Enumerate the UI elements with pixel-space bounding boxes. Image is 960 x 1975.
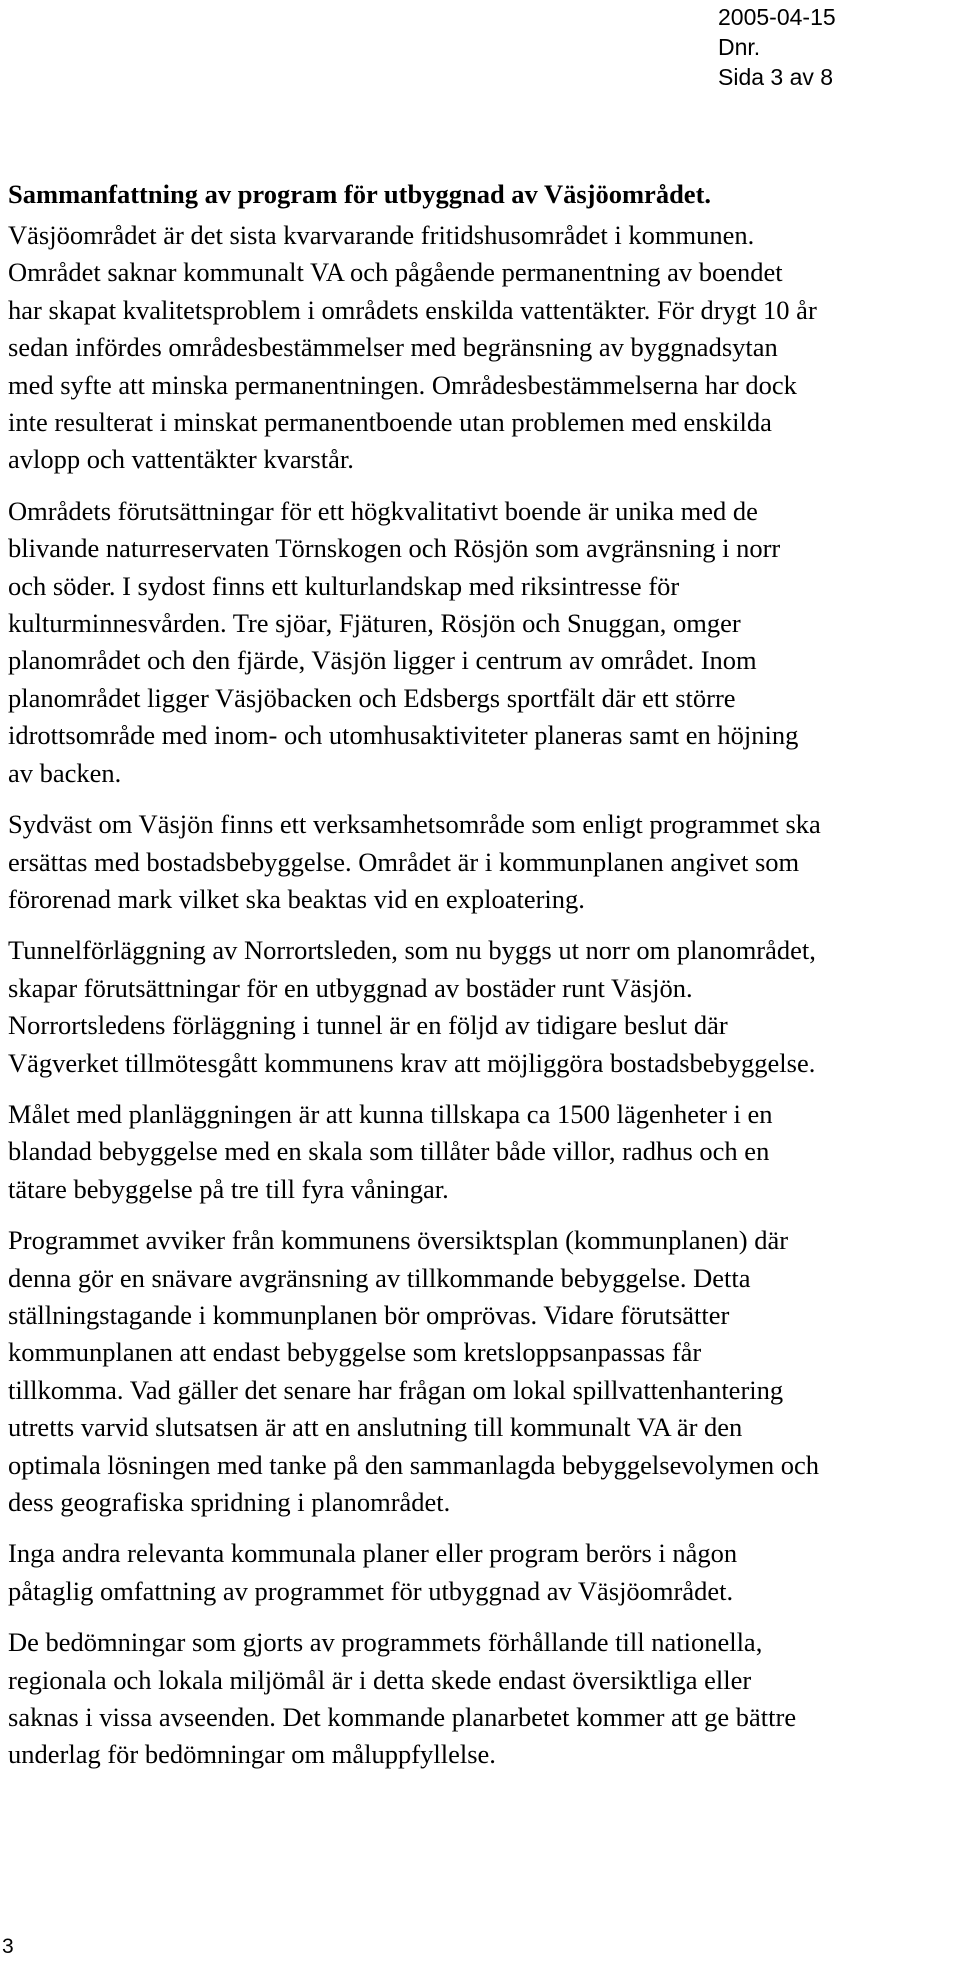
paragraph-list: [8, 217, 953, 1774]
paragraph-line: planområdet ligger Väsjöbacken och Edsbergs sportfält där ett större: [8, 682, 736, 713]
paragraph-line: dess geografiska spridning i planområdet.: [8, 1487, 451, 1517]
paragraph: [8, 217, 953, 479]
paragraph-line: planområdet och den fjärde, Väsjön ligger i centrum av området. Inom: [8, 645, 757, 676]
paragraph: [8, 1624, 953, 1774]
paragraph-line: inte resulterat i minskat permanentboende utan problemen med enskilda: [8, 407, 772, 438]
paragraph-line: Området saknar kommunalt VA och pågående permanentning av boendet: [8, 257, 783, 288]
paragraph-line: optimala lösningen med tanke på den sammanlagda bebyggelsevolymen och: [8, 1449, 819, 1480]
paragraph-line: Målet med planläggningen är att kunna tillskapa ca 1500 lägenheter i en: [8, 1098, 773, 1129]
document-body: [8, 176, 953, 1788]
paragraph-line: Programmet avviker från kommunens översiktsplan (kommunplanen) där: [8, 1225, 789, 1256]
paragraph: [8, 1096, 953, 1208]
paragraph-line: Områdets förutsättningar för ett högkvalitativt boende är unika med de: [8, 495, 758, 526]
paragraph-line: påtaglig omfattning av programmet för utbyggnad av Väsjöområdet.: [8, 1575, 734, 1606]
document-title: Sammanfattning av program för utbyggnad av Väsjöområdet.: [8, 179, 712, 209]
paragraph-line: Vägverket tillmötesgått kommunens krav att möjliggöra bostadsbebyggelse.: [8, 1047, 816, 1078]
paragraph-line: sedan infördes områdesbestämmelser med begränsning av byggnadsytan: [8, 332, 778, 363]
page-header: [718, 2, 836, 92]
header-dnr: Dnr.: [718, 34, 761, 60]
paragraph-line: Väsjöområdet är det sista kvarvarande fritidshusområdet i kommunen.: [8, 220, 755, 250]
paragraph-line: regionala och lokala miljömål är i detta skede endast översiktliga eller: [8, 1664, 752, 1695]
paragraph-line: kommunplanen att endast bebyggelse som kretsloppsanpassas får: [8, 1337, 702, 1368]
paragraph-line: och söder. I sydost finns ett kulturlandskap med riksintresse för: [8, 570, 680, 601]
paragraph-line: kulturminnesvården. Tre sjöar, Fjäturen, Rösjön och Snuggan, omger: [8, 608, 741, 639]
paragraph-line: saknas i vissa avseenden. Det kommande planarbetet kommer att ge bättre: [8, 1702, 797, 1733]
header-date: 2005-04-15: [718, 4, 836, 30]
paragraph-line: tätare bebyggelse på tre till fyra våningar.: [8, 1173, 449, 1204]
paragraph-line: avlopp och vattentäkter kvarstår.: [8, 444, 354, 475]
paragraph-line: tillkomma. Vad gäller det senare har frågan om lokal spillvattenhantering: [8, 1374, 784, 1405]
paragraph-line: ersättas med bostadsbebyggelse. Området är i kommunplanen angivet som: [8, 846, 800, 877]
paragraph-line: ställningstagande i kommunplanen bör omprövas. Vidare förutsätter: [8, 1299, 730, 1330]
page-number: 3: [2, 1935, 14, 1958]
paragraph-line: Inga andra relevanta kommunala planer eller program berörs i någon: [8, 1538, 738, 1569]
paragraph-line: underlag för bedömningar om måluppfyllelse.: [8, 1739, 496, 1770]
paragraph-line: idrottsområde med inom- och utomhusaktiviteter planeras samt en höjning: [8, 720, 799, 751]
paragraph: [8, 1535, 953, 1610]
paragraph-line: med syfte att minska permanentningen. Områdesbestämmelserna har dock: [8, 369, 797, 400]
header-page-info: Sida 3 av 8: [718, 64, 834, 90]
paragraph-line: De bedömningar som gjorts av programmets förhållande till nationella,: [8, 1627, 763, 1658]
paragraph-line: av backen.: [8, 757, 122, 788]
paragraph-line: denna gör en snävare avgränsning av tillkommande bebyggelse. Detta: [8, 1262, 751, 1293]
paragraph-line: utretts varvid slutsatsen är att en anslutning till kommunalt VA är den: [8, 1412, 743, 1443]
paragraph-line: Tunnelförläggning av Norrortsleden, som nu byggs ut norr om planområdet,: [8, 935, 816, 966]
paragraph-line: skapar förutsättningar för en utbyggnad av bostäder runt Väsjön.: [8, 972, 693, 1003]
paragraph: [8, 806, 953, 918]
paragraph: [8, 932, 953, 1082]
paragraph-line: Sydväst om Väsjön finns ett verksamhetsområde som enligt programmet ska: [8, 809, 821, 840]
paragraph: [8, 493, 953, 792]
paragraph-line: blivande naturreservaten Törnskogen och Rösjön som avgränsning i norr: [8, 533, 781, 564]
paragraph-line: Norrortsledens förläggning i tunnel är en följd av tidigare beslut där: [8, 1010, 728, 1041]
paragraph-line: har skapat kvalitetsproblem i områdets enskilda vattentäkter. För drygt 10 år: [8, 294, 817, 325]
paragraph-line: förorenad mark vilket ska beaktas vid en exploatering.: [8, 883, 585, 914]
paragraph: [8, 1222, 953, 1521]
paragraph-line: blandad bebyggelse med en skala som tillåter både villor, radhus och en: [8, 1136, 770, 1167]
